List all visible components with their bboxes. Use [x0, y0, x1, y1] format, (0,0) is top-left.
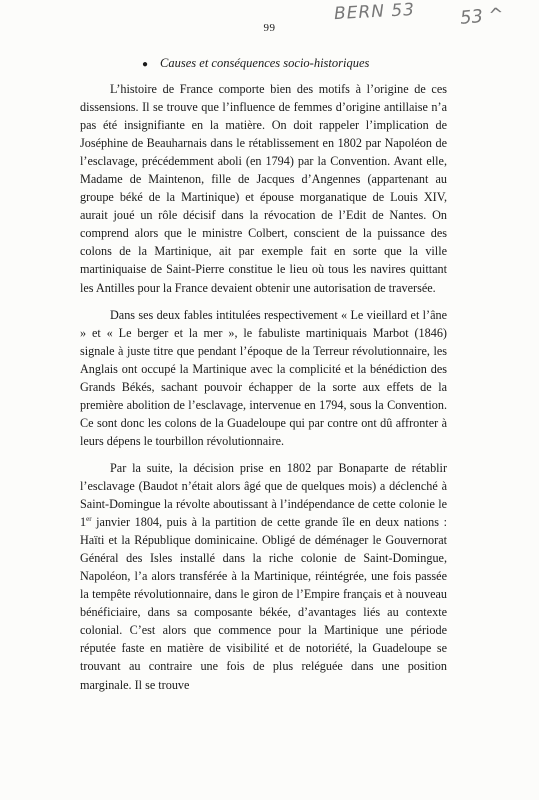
- bullet-icon: ●: [142, 59, 149, 70]
- paragraph-2: Dans ses deux fables intitulées respectivement « Le vieillard et l’âne » et « Le berger et la mer », le fabuliste martiniquais Marbot (1846) signale à juste titre que pendant l’époque de la Terreur révolutionnaire, les Anglais ont occupé la Martinique avec la complicité et la bénédiction des Grands Békés, sachant pouvoir échapper de la sorte aux effets de la première abolition de l’esclavage, intervenue en 1794, sous la Convention. Ce sont donc les colons de la Guadeloupe qui par contre ont dû affronter à leurs dépens le tourbillon révolutionnaire.: [80, 307, 447, 448]
- handwritten-reference: BERN 53: [333, 0, 416, 25]
- page-content: [80, 54, 447, 703]
- section-title-text: Causes et conséquences socio-historiques: [160, 56, 370, 70]
- ordinal-superscript: er: [86, 515, 92, 524]
- handwritten-number: 53 ^: [459, 4, 505, 29]
- page-number: 99: [263, 22, 276, 34]
- paragraph-3: [80, 459, 447, 694]
- paragraph-1: L’histoire de France comporte bien des motifs à l’origine de ces dissensions. Il se trouve que l’influence de femmes d’origine antillaise n’a pas été insignifiante en la matière. On doit rappeler l’implication de Joséphine de Beauharnais dans le rétablissement en 1802 par Napoléon de l’esclavage, précédemment aboli (en 1794) par la Convention. Avant elle, Madame de Maintenon, fille de Jacques d’Angennes (appartenant au groupe béké de la Martinique) et épouse morganatique de Louis XIV, aurait joué un rôle décisif dans la révocation de l’Edit de Nantes. On comprend alors que le ministre Colbert, conscient de la puissance des colons de la Martinique, ait par exemple fait en sorte que la ville martiniquaise de Saint-Pierre constitue le lieu où tous les navires quittant les Antilles pour la France devaient obtenir une autorisation de traversée.: [80, 82, 447, 295]
- section-heading: [142, 54, 447, 74]
- paragraph-3-part-1: Par la suite, la décision prise en 1802 par Bonaparte de rétablir l’esclavage (Baudot n’était alors âgé que de quelques mois) a déclenché à Saint-Domingue la révolte aboutissant à l’indépendance de cette colonie le 1: [80, 460, 447, 530]
- paragraph-3-part-2: janvier 1804, puis à la partition de cette grande île en deux nations : Haïti et la République dominicaine. Obligé de déménager le Gouvernorat Général des Isles installé dans la riche colonie de Saint-Domingue, Napoléon, l’a alors transférée à la Martinique, réintégrée, une fois passée la tempête révolutionnaire, dans le giron de l’Empire français et à nouveau bénéficiaire, dans sa composante békée, d’avantages liés au contexte colonial. C’est alors que commence pour la Martinique une période réputée faste en matière de visibilité et de notoriété, la Guadeloupe se trouvant au contraire une fois de plus reléguée dans une position marginale. Il se trouve: [80, 515, 447, 692]
